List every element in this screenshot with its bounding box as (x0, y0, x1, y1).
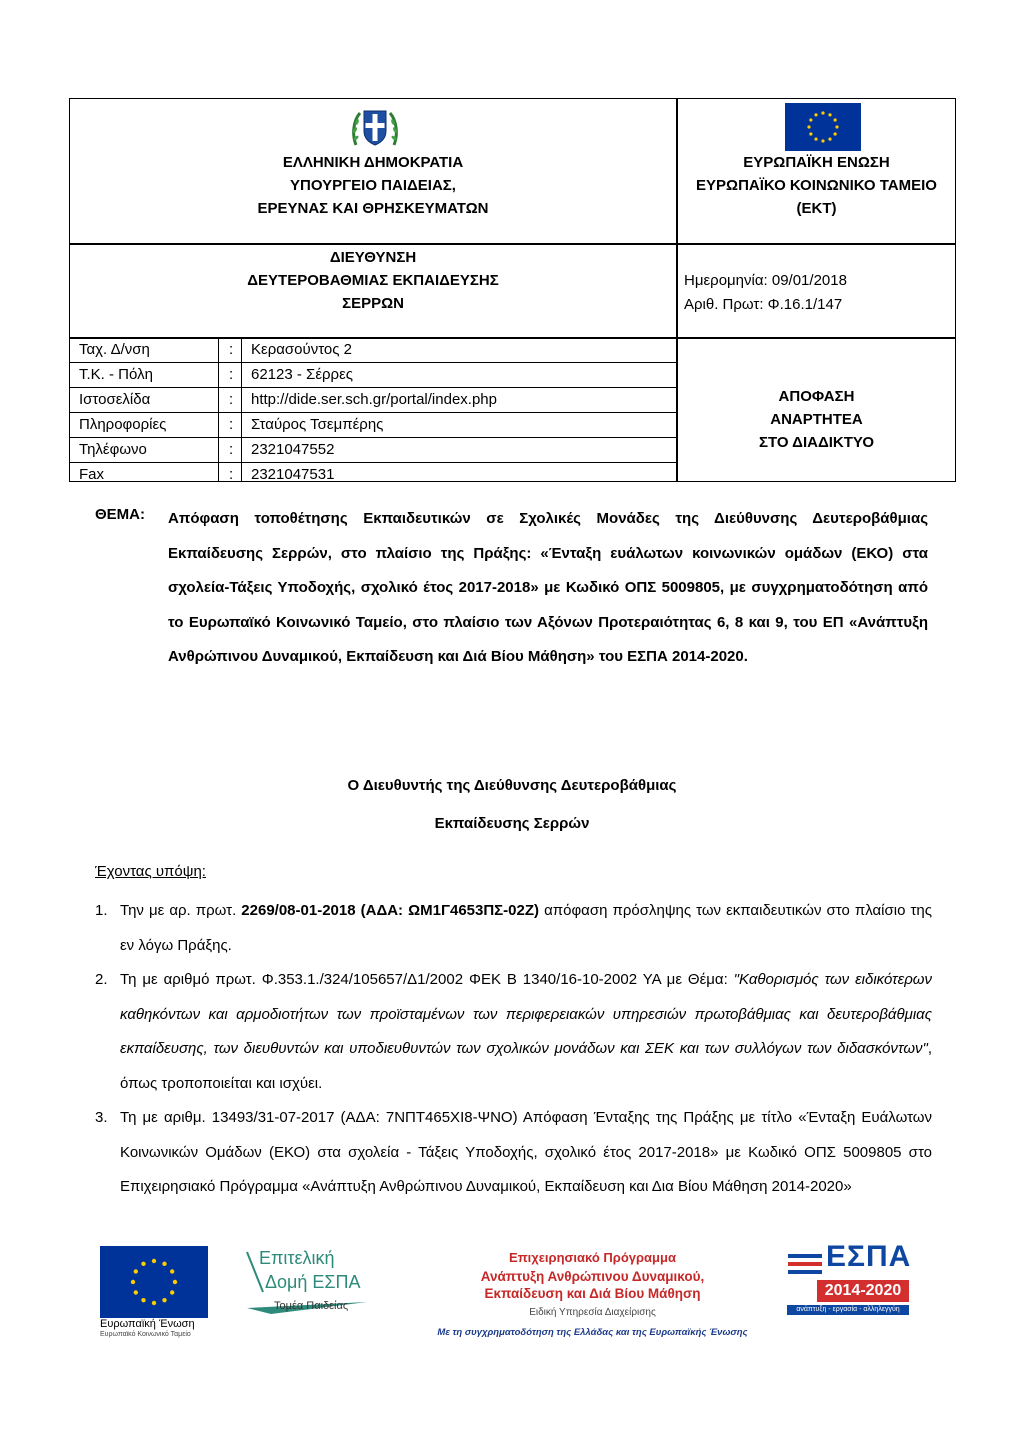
document-date: Ημερομηνία: 09/01/2018 (684, 272, 847, 289)
contact-row (70, 388, 676, 413)
list-item (95, 963, 932, 1101)
contact-colon: : (229, 441, 234, 458)
list-item-number: 3. (95, 1109, 108, 1126)
list-item-text: απόφαση πρόσληψης των εκπαιδευτικών στο πλαίσιο της εν λόγω Πράξης. (120, 902, 932, 954)
decision-line-3: ΣΤΟ ΔΙΑΔΙΚΤΥΟ (759, 434, 874, 451)
op-program-name (420, 1268, 765, 1302)
eu-subcaption: Ευρωπαϊκό Κοινωνικό Ταμείο (100, 1331, 191, 1338)
list-item (95, 1101, 932, 1205)
op-title: Επιχειρησιακό Πρόγραμμα (509, 1250, 676, 1265)
eu-line-3: (ΕΚΤ) (796, 200, 837, 217)
contact-colon: : (229, 341, 234, 358)
ministry-line-3: ΕΡΕΥΝΑΣ ΚΑΙ ΘΡΗΣΚΕΥΜΑΤΩΝ (257, 200, 489, 217)
contact-label: Τηλέφωνο (79, 441, 147, 458)
list-item-text: Την με αρ. πρωτ. (120, 902, 242, 919)
greek-coat-of-arms-icon (350, 105, 400, 151)
list-item-text: , όπως τροποποιείται και ισχύει. (120, 1040, 932, 1092)
directorate-title (70, 246, 676, 315)
list-item-text: Τη με αριθμ. 13493/31-07-2017 (ΑΔΑ: 7ΝΠΤ465ΧΙ8-ΨΝΟ) Απόφαση Ένταξης της Πράξης με τίτλο «Ένταξη Ευάλωτων Κοινωνικών Ομάδων (ΕΚΟ) στα σχολεία - Τάξεις Υποδοχής, σχολικό έτος 2017-2018» με Κωδικό ΟΠΣ 5009805 στο Επιχειρησιακό Πρόγραμμα «Ανάπτυξη Ανθρώπινου Δυναμικού, Εκπαίδευση και Δια Βίου Μάθηση 2014-2020» (120, 1109, 932, 1195)
ed-logo-line-3: Τομέα Παιδείας (274, 1300, 349, 1312)
espa-logo-word: ΕΣΠΑ (826, 1240, 912, 1273)
op-service: Ειδική Υπηρεσία Διαχείρισης (529, 1307, 656, 1318)
subject-text: Απόφαση τοποθέτησης Εκπαιδευτικών σε Σχολικές Μονάδες της Διεύθυνσης Δευτεροβάθμιας Εκπαίδευσης Σερρών, στο πλαίσιο της Πράξης: «Ένταξη ευάλωτων κοινωνικών ομάδων (ΕΚΟ) στα σχολεία-Τάξεις Υποδοχής, σχολικό έτος 2017-2018» με Κωδικό ΟΠΣ 5009805, με συγχρηματοδότηση από το Ευρωπαϊκό Κοινωνικό Ταμείο, στο πλαίσιο των Αξόνων Προτεραιότητας 6, 8 και 9, του ΕΠ «Ανάπτυξη Ανθρώπινου Δυναμικού, Εκπαίδευση και Διά Βίου Μάθηση» του ΕΣΠΑ 2014-2020. (168, 510, 928, 665)
ed-logo-line-1: Επιτελική (259, 1248, 335, 1268)
directorate-line-1: ΔΙΕΥΘΥΝΣΗ (329, 249, 417, 266)
contact-colon: : (229, 391, 234, 408)
contact-row (70, 363, 676, 388)
contact-row (70, 463, 676, 487)
director-line-2: Εκπαίδευσης Σερρών (434, 815, 590, 832)
op-cofund: Με τη συγχρηματοδότηση της Ελλάδας και της Ευρωπαϊκής Ένωσης (437, 1327, 748, 1338)
protocol-number: Αριθ. Πρωτ: Φ.16.1/147 (684, 296, 843, 313)
document-meta (684, 269, 847, 317)
eu-flag-icon (785, 103, 861, 151)
contact-table (70, 338, 676, 487)
ministry-title (70, 151, 676, 220)
contact-label: Τ.Κ. - Πόλη (79, 366, 153, 383)
website-link[interactable]: http://dide.ser.sch.gr/portal/index.php (251, 391, 497, 408)
considerations-list (95, 894, 932, 1205)
contact-value: 2321047552 (251, 441, 335, 458)
list-item (95, 894, 932, 963)
espa-tagline: ανάπτυξη - εργασία - αλληλεγγύη (787, 1305, 909, 1315)
director-heading (0, 767, 1024, 843)
contact-row (70, 413, 676, 438)
contact-row (70, 438, 676, 463)
directorate-line-3: ΣΕΡΡΩΝ (342, 295, 404, 312)
ministry-line-1: ΕΛΛΗΝΙΚΗ ΔΗΜΟΚΡΑΤΙΑ (282, 154, 464, 171)
ed-logo-line-2: Δομή ΕΣΠΑ (265, 1272, 361, 1292)
contact-value: Κερασούντος 2 (251, 341, 352, 358)
list-item-number: 2. (95, 971, 108, 988)
espa-years: 2014-2020 (817, 1280, 909, 1302)
list-item-number: 1. (95, 902, 108, 919)
decision-line-1: ΑΠΟΦΑΣΗ (778, 388, 855, 405)
contact-colon: : (229, 366, 234, 383)
contact-row (70, 338, 676, 363)
list-item-bold: 2269/08-01-2018 (ΑΔΑ: ΩΜ1Γ4653ΠΣ-02Ζ) (241, 902, 540, 919)
list-item-italic: "Καθορισμός των ειδικότερων καθηκόντων και αρμοδιοτήτων των προϊσταμένων των περιφερειακών υπηρεσιών πρωτοβάθμιας και δευτεροβάθμιας εκπαίδευσης, των διευθυντών και υποδιευθυντών των σχολικών μονάδων και ΣΕΚ και των συλλόγων των διδασκόντων" (120, 971, 932, 1057)
eu-title (676, 151, 957, 220)
considering-heading: Έχοντας υπόψη: (95, 863, 206, 880)
contact-label: Ταχ. Δ/νση (79, 341, 150, 358)
list-item-text: Τη με αριθμό πρωτ. Φ.353.1./324/105657/Δ1/2002 ΦΕΚ Β 1340/16-10-2002 ΥΑ με Θέμα: (120, 971, 734, 988)
contact-label: Πληροφορίες (79, 416, 167, 433)
director-line-1: Ο Διευθυντής της Διεύθυνσης Δευτεροβάθμιας (347, 777, 677, 794)
contact-colon: : (229, 416, 234, 433)
eu-line-2: ΕΥΡΩΠΑΪΚΟ ΚΟΙΝΩΝΙΚΟ ΤΑΜΕΙΟ (696, 177, 937, 194)
contact-label: Fax (79, 466, 105, 483)
ministry-line-2: ΥΠΟΥΡΓΕΙΟ ΠΑΙΔΕΙΑΣ, (290, 177, 456, 194)
eu-flag-footer-icon (100, 1246, 208, 1318)
directorate-line-2: ΔΕΥΤΕΡΟΒΑΘΜΙΑΣ ΕΚΠΑΙΔΕΥΣΗΣ (247, 272, 499, 289)
contact-value: 62123 - Σέρρες (251, 366, 353, 383)
op-line-2: Εκπαίδευση και Διά Βίου Μάθηση (484, 1286, 701, 1301)
contact-value: 2321047531 (251, 466, 335, 483)
contact-colon: : (229, 466, 234, 483)
op-line-1: Ανάπτυξη Ανθρώπινου Δυναμικού, (480, 1269, 705, 1284)
contact-label: Ιστοσελίδα (79, 391, 151, 408)
eu-caption: Ευρωπαϊκή Ένωση (100, 1318, 195, 1330)
decision-box (676, 385, 957, 454)
eu-line-1: ΕΥΡΩΠΑΪΚΗ ΕΝΩΣΗ (743, 154, 890, 171)
subject-label: ΘΕΜΑ: (95, 506, 145, 523)
contact-value: Σταύρος Τσεμπέρης (251, 416, 384, 433)
decision-line-2: ΑΝΑΡΤΗΤΕΑ (770, 411, 863, 428)
letterhead-table (69, 98, 956, 482)
